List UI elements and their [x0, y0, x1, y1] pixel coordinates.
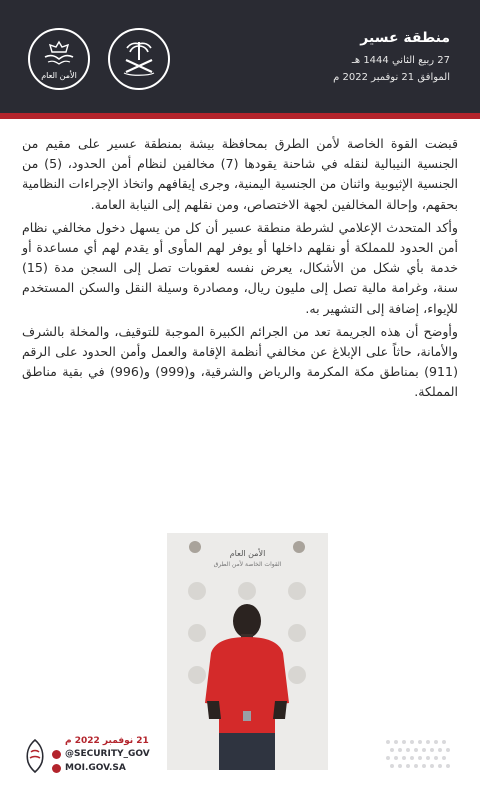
article-paragraph: قبضت القوة الخاصة لأمن الطرق بمحافظة بيشة بمنطقة عسير على مقيم من الجنسية النيبالية لنقله في شاحنة يقودها (7) مخالفين لنظام أمن الحدود، (5) من الجنسية الإثيوبية واثنان من الجنسية اليمنية، وجرى إيقافهم واتخاذ الإجراءات النظامية بحقهم، وإحالة المخالفين لجهة الاختصاص، ومن نقلهم إلى النيابة العامة.	[22, 136, 459, 212]
date-gregorian: الموافق 21 نوفمبر 2022 م	[333, 72, 450, 83]
suspect-photo	[167, 533, 328, 770]
security-logo-text: الأمن العام	[41, 70, 77, 80]
decorative-dot-pattern	[384, 738, 452, 774]
region-title: منطقة عسير	[360, 30, 450, 46]
article-body	[22, 134, 458, 406]
website-link[interactable]: MOI.GOV.SA	[65, 763, 126, 773]
footer-logo-icon	[22, 738, 48, 774]
photo-wall-title: الأمن العام	[229, 549, 266, 558]
date-hijri: 27 ربيع الثاني 1444 هـ	[351, 55, 450, 66]
public-security-logo-icon	[28, 28, 90, 90]
footer-social	[52, 749, 150, 759]
twitter-icon	[52, 750, 61, 759]
suspect-figure	[167, 533, 328, 770]
article-paragraph: وأكد المتحدث الإعلامي لشرطة منطقة عسير أن كل من يسهل دخول مخالفي نظام أمن الحدود للمملكة أو نقلهم داخلها أو يوفر لهم المأوى أو يقدم لهم أي مساعدة أو خدمة بأي شكل من الأشكال، يعرض نفسه لعقوبات تصل إلى السجن مدة (15) سنة، وغرامة مالية تصل إلى مليون ريال، ومصادرة وسيلة النقل والسكن المستخدم للإيواء، إضافة إلى التشهير به.	[22, 219, 458, 316]
palm-swords-icon	[116, 36, 162, 82]
photo-wall-subtitle: القوات الخاصة لأمن الطرق	[213, 561, 282, 568]
globe-icon	[52, 764, 61, 773]
header	[0, 0, 480, 113]
ministry-emblem-icon	[108, 28, 170, 90]
crown-wings-icon	[42, 39, 76, 69]
header-accent-bar	[0, 113, 480, 119]
article-paragraph: وأوضح أن هذه الجريمة تعد من الجرائم الكبيرة الموجبة للتوقيف، والمخلة بالشرف والأمانة، حاثاً على الإبلاغ عن مخالفي أنظمة الإقامة والعمل وأمن الحدود على الرقم (911) بمناطق مكة المكرمة والرياض والشرقية، و(999) و(996) في بقية مناطق المملكة.	[22, 323, 458, 400]
footer-date: 21 نوفمبر 2022 م	[65, 736, 149, 746]
footer-website	[52, 763, 126, 773]
social-handle[interactable]: @SECURITY_GOV	[65, 749, 150, 759]
